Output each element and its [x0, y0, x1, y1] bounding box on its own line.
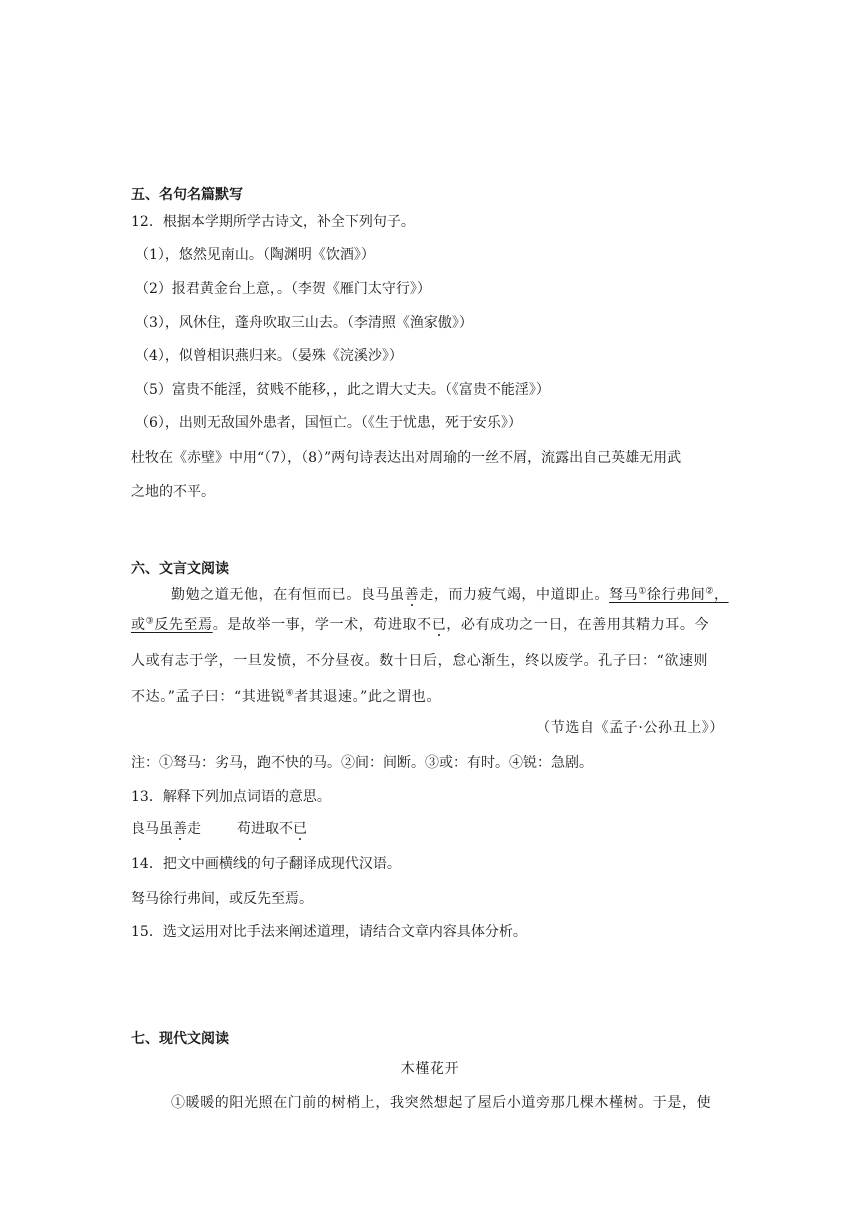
section-heading-7: 七、现代文阅读: [131, 1031, 229, 1047]
question-12: 12．根据本学期所学古诗文，补全下列句子。: [131, 214, 415, 230]
dumu-line-1: 杜牧在《赤壁》中用“（7），（8）”两句诗表达出对周瑜的一丝不屑，流露出自己英雄无用武: [131, 450, 682, 466]
underlined-sentence: [131, 617, 213, 633]
article-title: 木槿花开: [400, 1061, 460, 1077]
source-citation: （节选自《孟子·公孙丑上》）: [536, 720, 724, 736]
text-run: ，必有成功之一日，在善用其精力耳。今: [446, 617, 710, 633]
question-13-words: [131, 819, 307, 839]
text-run: 良马虽: [131, 821, 173, 837]
text-run: 。是故举一事，学一术，苟进取不: [212, 617, 432, 633]
annotation-note: 注：①驽马：劣马，跑不快的马。②间：间断。③或：有时。④锐：急剧。: [131, 755, 593, 771]
fill-item-4: （4），似曾相识燕归来。（晏殊《浣溪沙》）: [135, 348, 403, 364]
footnote-mark-2: ②: [705, 586, 714, 597]
article-paragraph-1: ①暖暖的阳光照在门前的树梢上，我突然想起了屋后小道旁那几棵木槿树。于是，使: [171, 1095, 712, 1111]
question-14: 14．把文中画横线的句子翻译成现代汉语。: [131, 856, 401, 872]
text-run: 走: [187, 821, 201, 837]
underlined-sentence: [609, 587, 729, 603]
fill-item-2: （2）报君黄金台上意，。（李贺《雁门太守行》）: [135, 281, 431, 297]
footnote-mark-3: ③: [145, 616, 155, 627]
dotted-word-yi: 已: [293, 821, 307, 837]
text-run: 驽马: [609, 587, 639, 603]
classical-text-line-2: [131, 615, 709, 635]
question-15: 15．选文运用对比手法来阐述道理，请结合文章内容具体分析。: [131, 924, 527, 940]
fill-item-1: （1），悠然见南山。（陶渊明《饮酒》）: [135, 247, 375, 263]
text-run: 勤勉之道无他，在有恒而已。良马虽: [171, 587, 405, 603]
question-13: 13．解释下列加点词语的意思。: [131, 789, 331, 805]
text-run: 苟进取不: [237, 821, 293, 837]
text-run: 不达。”孟子曰：“其进锐: [131, 689, 286, 705]
fill-item-3: （3），风休住，蓬舟吹取三山去。（李清照《渔家傲》）: [135, 315, 473, 331]
text-run: 或: [131, 617, 146, 633]
classical-text-line-4: [131, 687, 441, 707]
classical-text-line-1: [171, 585, 729, 605]
classical-text-line-3: 人或有志于学，一旦发愤，不分昼夜。数十日后，怠心渐生，终以废学。孔子曰：“欲速则: [131, 653, 709, 669]
section-heading-5: 五、名句名篇默写: [131, 187, 243, 203]
text-run: 反先至焉: [154, 617, 213, 633]
footnote-mark-1: ①: [638, 586, 647, 597]
text-run: 者其退速。”此之谓也。: [294, 689, 441, 705]
fill-item-6: （6），出则无敌国外患者，国恒亡。（《生于忧患，死于安乐》）: [135, 415, 522, 431]
footnote-mark-4: ④: [285, 688, 295, 699]
fill-item-5: （5）富贵不能淫，贫贱不能移，，此之谓大丈夫。（《富贵不能淫》）: [135, 382, 550, 398]
text-run: 徐行弗间: [646, 587, 706, 603]
dumu-line-2: 之地的不平。: [131, 484, 215, 500]
dotted-word-shan: 善: [404, 587, 420, 603]
section-heading-6: 六、文言文阅读: [131, 561, 229, 577]
dotted-word-shan: 善: [173, 821, 187, 837]
dotted-word-yi: 已: [431, 617, 447, 633]
text-run: ，: [713, 587, 729, 603]
text-run: 走，而力疲气竭，中道即止。: [419, 587, 610, 603]
question-14-sentence: 驽马徐行弗间，或反先至焉。: [131, 891, 313, 907]
